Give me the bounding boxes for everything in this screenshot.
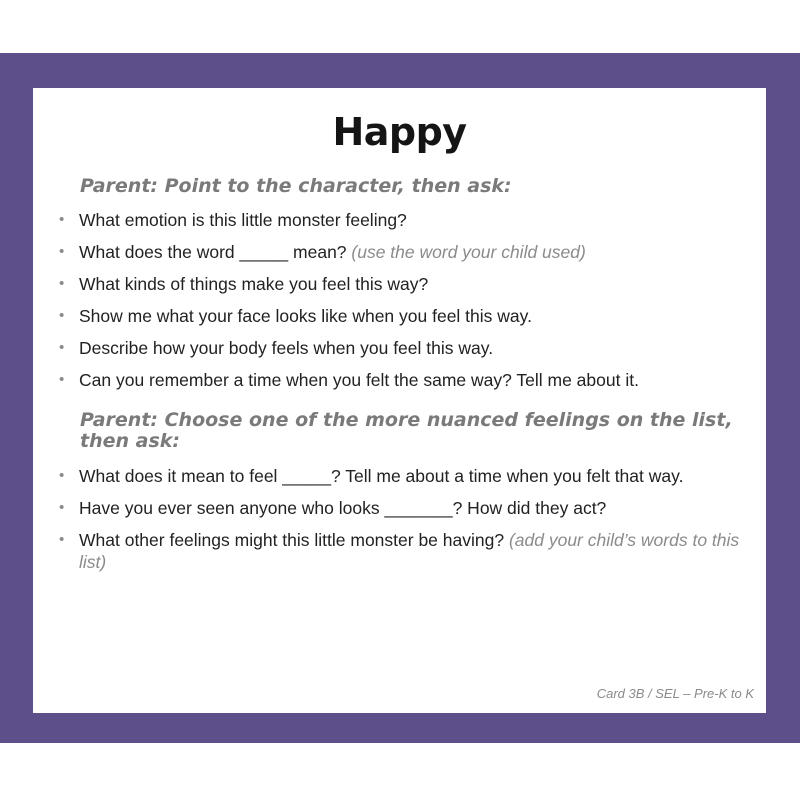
bullet-icon: • (59, 307, 65, 324)
question-text: What does the word _____ mean? (79, 242, 352, 262)
question-text: What kinds of things make you feel this way? (79, 274, 429, 294)
parent-prompt-2: Parent: Choose one of the more nuanced feelings on the list, then ask: (80, 409, 733, 452)
bullet-icon: • (59, 531, 65, 548)
question-text: Can you remember a time when you felt the same way? Tell me about it. (79, 370, 639, 390)
list-item (57, 305, 757, 337)
question-text: Have you ever seen anyone who looks _______? How did they act? (79, 498, 607, 518)
bullet-icon: • (59, 339, 65, 356)
question-note: (add your child’s words to this list) (79, 530, 740, 572)
question-note: (use the word your child used) (351, 242, 586, 262)
bullet-icon: • (59, 371, 65, 388)
list-item (57, 465, 757, 497)
list-item (57, 369, 757, 401)
bullet-icon: • (59, 243, 65, 260)
bullet-icon: • (59, 275, 65, 292)
list-item (57, 337, 757, 369)
bullet-icon: • (59, 499, 65, 516)
parent-prompt-1: Parent: Point to the character, then ask: (80, 175, 512, 197)
bullet-icon: • (59, 211, 65, 228)
question-text: Show me what your face looks like when you feel this way. (79, 306, 532, 326)
list-item (57, 497, 757, 529)
question-list-1 (57, 209, 757, 401)
question-text: What does it mean to feel _____? Tell me about a time when you felt that way. (79, 466, 684, 486)
card-title: Happy (332, 110, 467, 154)
bullet-icon: • (59, 467, 65, 484)
question-text: What other feelings might this little monster be having? (79, 530, 509, 550)
list-item (57, 273, 757, 305)
question-text: What emotion is this little monster feeling? (79, 210, 407, 230)
list-item (57, 209, 757, 241)
question-list-2 (57, 465, 757, 573)
activity-card (33, 88, 766, 713)
list-item (57, 241, 757, 273)
list-item (57, 529, 757, 573)
question-text: Describe how your body feels when you feel this way. (79, 338, 494, 358)
card-footer: Card 3B / SEL – Pre-K to K (596, 686, 754, 701)
